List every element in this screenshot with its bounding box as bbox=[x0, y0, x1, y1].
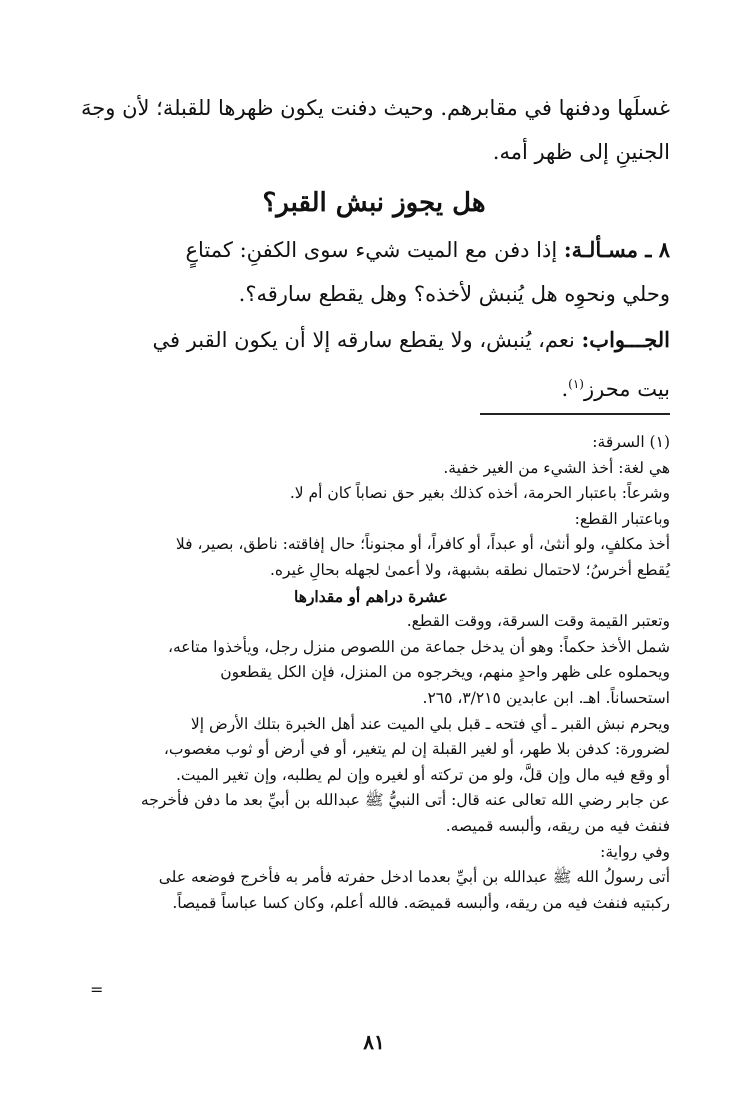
section-heading: هل يجوز نبش القبر؟ bbox=[262, 188, 486, 218]
footnote-line: يُقطع أخرسُ؛ لاحتمال نطقه بشبهة، ولا أعمىٰ لجهله بحالِ غيره. bbox=[269, 560, 670, 579]
answer-label: الجـــواب: bbox=[581, 327, 670, 352]
footnote-ref[interactable]: (١) bbox=[568, 377, 584, 391]
footnote-line: أتى رسولُ الله ﷺ عبدالله بن أبيِّ بعدما ادخل حفرته فأمر به فأخرج فوضعه على bbox=[158, 868, 670, 887]
footnote-line: (١) السرقة: bbox=[592, 433, 670, 451]
footnote-line: ويحرم نبش القبر ـ أي فتحه ـ قبل بلي الميت عند أهل الخبرة بتلك الأرض إلا bbox=[190, 714, 670, 733]
answer-end: . bbox=[561, 377, 569, 401]
footnote-line: عن جابر رضي الله تعالى عنه قال: أتى النبيُّ ﷺ عبدالله بن أبيِّ بعد ما دفن فأخرجه bbox=[140, 791, 670, 810]
footnote-line: وباعتبار القطع: bbox=[574, 509, 670, 528]
footnote-line: ويحملوه على ظهر واحدٍ منهم، ويخرجوه من المنزل، فإن الكل يقطعون bbox=[220, 663, 670, 682]
intro-paragraph bbox=[80, 86, 670, 174]
footnote-line: هي لغة: أخذ الشيء من الغير خفية. bbox=[443, 458, 670, 477]
footnote-line: وفي رواية: bbox=[600, 842, 670, 861]
footnote-separator bbox=[480, 413, 670, 415]
question-label: ٨ ـ مسـألـة: bbox=[563, 237, 670, 262]
question-text-1: إذا دفن مع الميت شيء سوى الكفنِ: كمتاعٍ bbox=[185, 238, 558, 262]
footnote-line: ركبتيه فنفث فيه من ريقه، وألبسه قميصَه. فالله أعلم، وكان كسا عباساً قميصاً. bbox=[172, 893, 670, 912]
question-paragraph bbox=[80, 228, 670, 316]
answer-paragraph bbox=[80, 318, 670, 411]
footnote-line: أو وقع فيه مال وإن قلَّ، ولو من تركته أو لغيره وإن لم يطلبه، وإن تغير الميت. bbox=[175, 765, 670, 784]
footnote-line: استحساناً. اهـ. ابن عابدين ٣/٢١٥، ٢٦٥. bbox=[422, 688, 670, 707]
footnote-line: فنفث فيه من ريقه، وألبسه قميصه. bbox=[445, 816, 670, 835]
question-line-2: وحلي ونحوِه هل يُنبش لأخذه؟ وهل يقطع سارقه؟. bbox=[238, 282, 670, 306]
footnote-line: أخذ مكلفٍ، ولو أنثىٰ، أو عبداً، أو كافراً، أو مجنوناً؛ حال إفاقته: ناطق، بصير، فلا bbox=[175, 535, 670, 554]
footnote-block-1 bbox=[72, 430, 670, 916]
footnote-line: لضرورة: كدفن بلا طهر، أو لغير القبلة إن لم يتغير، أو في أرض أو ثوب مغصوب، bbox=[163, 740, 670, 759]
footnote-subheading: عشرة دراهم أو مقدارها bbox=[294, 586, 448, 606]
intro-line-1: غسلَها ودفنها في مقابرهم. وحيث دفنت يكون ظهرها للقبلة؛ لأن وجهَ bbox=[81, 96, 670, 120]
answer-text-1: نعم، يُنبش، ولا يقطع سارقه إلا أن يكون القبر في bbox=[152, 328, 575, 352]
intro-line-2: الجنينِ إلى ظهر أمه. bbox=[492, 140, 670, 164]
footnote-line: وشرعاً: باعتبار الحرمة، أخذه كذلك بغير حق نصاباً كان أم لا. bbox=[289, 484, 670, 503]
continuation-mark: = bbox=[90, 980, 104, 999]
answer-line-1 bbox=[80, 318, 670, 362]
question-line-1 bbox=[80, 228, 670, 272]
answer-line-2 bbox=[80, 362, 670, 411]
answer-text-2: بيت محرز bbox=[583, 377, 670, 401]
footnote-line: وتعتبر القيمة وقت السرقة، ووقت القطع. bbox=[406, 612, 670, 631]
page-number: ٨١ bbox=[363, 1030, 385, 1054]
footnote-line: شمل الأخذ حكماً: وهو أن يدخل جماعة من اللصوص منزل رجل، ويأخذوا متاعه، bbox=[167, 637, 670, 656]
